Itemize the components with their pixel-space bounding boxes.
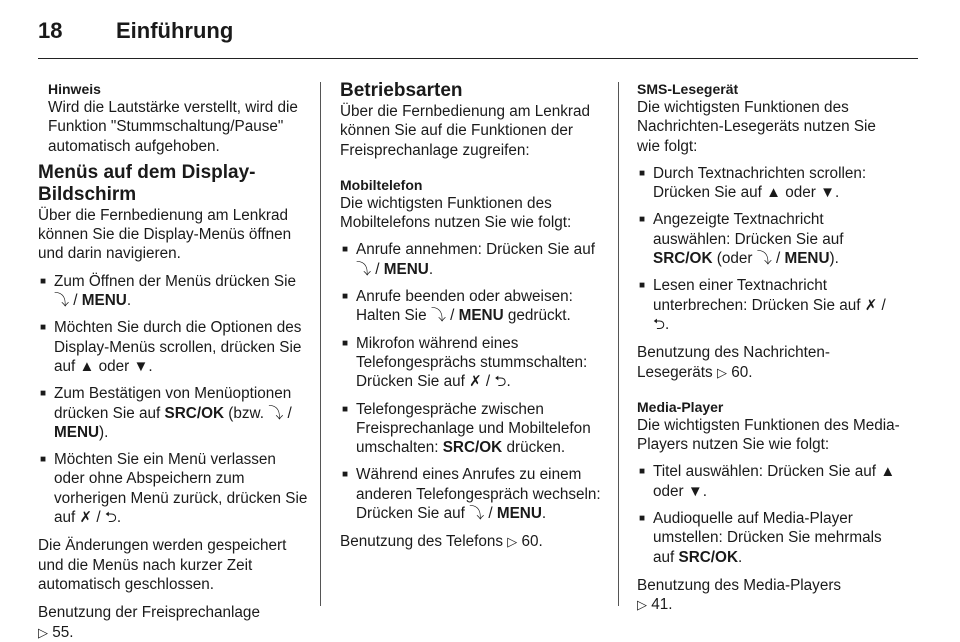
reference-arrow-icon: ▷ bbox=[637, 597, 647, 613]
bullet-icon: ■ bbox=[40, 388, 47, 400]
list-item: ■ Zum Bestätigen von Menüoptionen drücken Sie auf SRC/OK (bzw. ⤵ / MENU). bbox=[40, 385, 292, 441]
mute-icon: ✗ bbox=[864, 296, 878, 314]
phone-icon: ⤵ bbox=[268, 404, 284, 422]
list-item: ■ Während eines Anrufes zu einem anderen Telefongespräch wechseln: Drücken Sie auf ⤵ / MENU. bbox=[342, 466, 601, 523]
back-icon: ⮌ bbox=[104, 509, 117, 527]
paragraph: Über die Fernbedienung am Lenkrad können Sie auf die Funktionen der Freisprechanlage zugreifen: bbox=[340, 103, 591, 159]
list-item: ■ Zum Öffnen der Menüs drücken Sie ⤵ / MENU. bbox=[40, 272, 297, 310]
phone-icon: ⤵ bbox=[356, 260, 372, 278]
paragraph: Die wichtigsten Funktionen des Media-Players nutzen Sie wie folgt: bbox=[637, 416, 900, 454]
bullet-icon: ■ bbox=[342, 291, 349, 303]
phone-icon: ⤵ bbox=[469, 505, 485, 523]
reference-arrow-icon: ▷ bbox=[507, 534, 518, 550]
bullet-icon: ■ bbox=[639, 466, 646, 478]
bullet-icon: ■ bbox=[40, 322, 47, 334]
arrow-up-icon: ▲ bbox=[766, 184, 781, 202]
subheading: SMS-Lesegerät bbox=[637, 81, 739, 97]
section-heading: Menüs auf dem Display-Bildschirm bbox=[38, 161, 256, 205]
bullet-icon: ■ bbox=[342, 337, 349, 349]
paragraph: Über die Fernbedienung am Lenkrad können Sie die Display-Menüs öffnen und darin navigieren. bbox=[38, 206, 292, 263]
subheading: Media-Player bbox=[637, 398, 724, 415]
note-title: Hinweis bbox=[48, 81, 101, 97]
back-icon: ⮌ bbox=[653, 315, 666, 333]
column-3 bbox=[637, 80, 903, 615]
list-item: ■ Audioquelle auf Media-Player umstellen: Drücken Sie mehrmals auf SRC/OK. bbox=[639, 510, 882, 566]
page-number: 18 bbox=[38, 18, 63, 43]
phone-icon: ⤵ bbox=[54, 292, 70, 310]
reference: Benutzung des Nachrichten-Lesegeräts ▷ 60. bbox=[637, 344, 831, 381]
column-1 bbox=[38, 80, 308, 642]
bullet-icon: ■ bbox=[342, 403, 349, 415]
note-text: Wird die Lautstärke verstellt, wird die Funktion "Stummschaltung/Pause" automatisch aufgehoben. bbox=[48, 99, 298, 155]
list-item: ■ Telefongespräche zwischen Freisprechanlage und Mobiltelefon umschalten: SRC/OK drücken. bbox=[342, 400, 591, 457]
list-item: ■ Anrufe beenden oder abweisen: Halten Sie ⤵ / MENU gedrückt. bbox=[342, 288, 573, 325]
list-item: ■ Lesen einer Textnachricht unterbrechen: Drücken Sie auf ✗ / ⮌. bbox=[639, 277, 886, 333]
bullet-icon: ■ bbox=[342, 469, 349, 481]
column-2 bbox=[340, 80, 606, 552]
paragraph: Die wichtigsten Funktionen des Nachrichten-Lesegeräts nutzen Sie wie folgt: bbox=[637, 99, 876, 155]
list-item: ■ Durch Textnachrichten scrollen: Drücken Sie auf ▲ oder ▼. bbox=[639, 164, 867, 202]
bullet-icon: ■ bbox=[40, 275, 47, 287]
bullet-icon: ■ bbox=[639, 214, 646, 226]
column-divider bbox=[320, 82, 321, 606]
bullet-icon: ■ bbox=[342, 244, 349, 256]
list-item: ■ Anrufe annehmen: Drücken Sie auf ⤵ / MENU. bbox=[342, 241, 595, 278]
bullet-icon: ■ bbox=[40, 454, 47, 466]
reference: Benutzung des Telefons ▷ 60. bbox=[340, 533, 543, 551]
paragraph: Die wichtigsten Funktionen des Mobiltelefons nutzen Sie wie folgt: bbox=[340, 194, 572, 232]
phone-icon: ⤵ bbox=[430, 307, 446, 325]
column-divider bbox=[618, 82, 619, 606]
list-item: ■ Möchten Sie durch die Optionen des Display-Menüs scrollen, drücken Sie auf ▲ oder ▼. bbox=[40, 319, 302, 375]
back-icon: ⮌ bbox=[494, 373, 507, 391]
arrow-up-icon: ▲ bbox=[880, 463, 896, 481]
bullet-list bbox=[38, 272, 308, 528]
bullet-list bbox=[637, 462, 903, 566]
bullet-icon: ■ bbox=[639, 513, 646, 525]
list-item: ■ Titel auswählen: Drücken Sie auf ▲ oder ▼. bbox=[639, 463, 896, 500]
note-box bbox=[38, 80, 308, 156]
reference-arrow-icon: ▷ bbox=[716, 364, 727, 380]
arrow-down-icon: ▼ bbox=[820, 184, 835, 202]
reference: Benutzung der Freisprechanlage ▷ 55. bbox=[38, 604, 260, 641]
arrow-down-icon: ▼ bbox=[133, 357, 149, 375]
subheading: Mobiltelefon bbox=[340, 176, 423, 193]
header-rule bbox=[38, 58, 918, 59]
list-item: ■ Möchten Sie ein Menü verlassen oder ohne Abspeichern zum vorherigen Menü zurück, drücken Sie auf ✗ / ⮌. bbox=[40, 451, 308, 527]
bullet-list bbox=[340, 240, 606, 523]
bullet-icon: ■ bbox=[639, 167, 646, 179]
reference-arrow-icon: ▷ bbox=[38, 624, 48, 640]
list-item: ■ Angezeigte Textnachricht auswählen: Drücken Sie auf SRC/OK (oder ⤵ / MENU). bbox=[639, 211, 844, 268]
bullet-icon: ■ bbox=[639, 280, 646, 292]
arrow-down-icon: ▼ bbox=[687, 482, 703, 500]
paragraph: Die Änderungen werden gespeichert und die Menüs nach kurzer Zeit automatisch geschlossen. bbox=[38, 537, 287, 593]
bullet-list bbox=[637, 164, 903, 334]
arrow-up-icon: ▲ bbox=[79, 357, 95, 375]
page-header bbox=[38, 18, 233, 44]
page-title: Einführung bbox=[116, 18, 234, 43]
mute-icon: ✗ bbox=[469, 373, 482, 391]
section-heading: Betriebsarten bbox=[340, 80, 463, 101]
phone-icon: ⤵ bbox=[756, 250, 772, 268]
mute-icon: ✗ bbox=[79, 509, 93, 527]
list-item: ■ Mikrofon während eines Telefongesprächs stummschalten: Drücken Sie auf ✗ / ⮌. bbox=[342, 334, 588, 391]
reference: Benutzung des Media-Players ▷ 41. bbox=[637, 576, 842, 614]
